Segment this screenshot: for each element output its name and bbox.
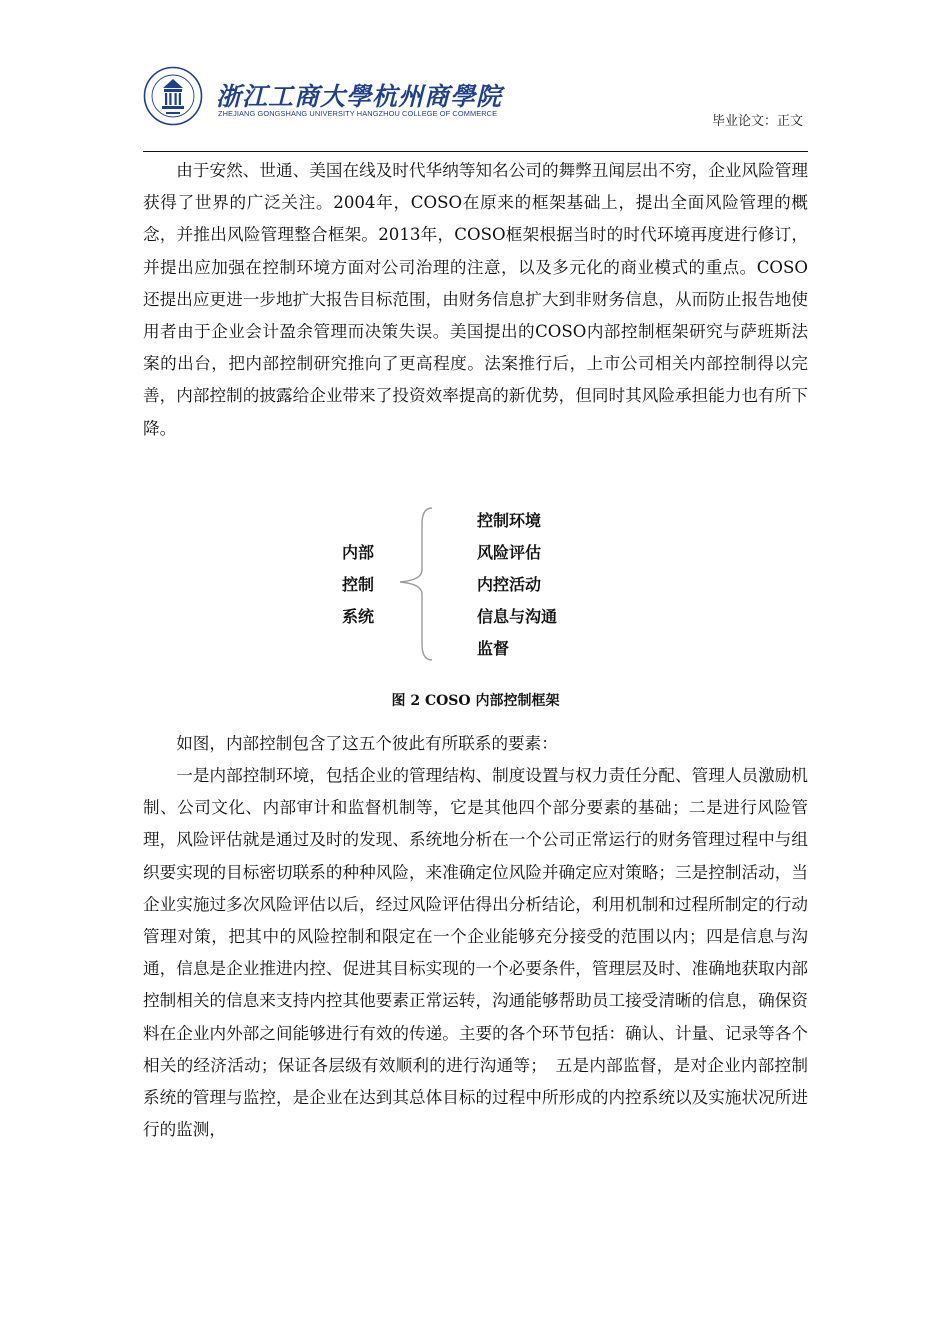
coso-framework-diagram xyxy=(320,500,620,670)
university-name-cn: 浙江工商大學杭州商學院 xyxy=(216,82,503,111)
diagram-item-4: 信息与沟通 xyxy=(477,607,558,626)
page-header xyxy=(143,66,808,150)
curly-brace-icon xyxy=(388,500,448,670)
diagram-item-3: 内控活动 xyxy=(477,575,542,594)
diagram-left-label-3: 系统 xyxy=(342,607,375,626)
diagram-item-5: 监督 xyxy=(477,639,510,658)
diagram-item-2: 风险评估 xyxy=(477,543,542,562)
diagram-left-label-1: 内部 xyxy=(342,543,375,562)
figure-caption: 图 2 COSO 内部控制框架 xyxy=(391,693,560,709)
body-paragraph-3: 一是内部控制环境，包括企业的管理结构、制度设置与权力责任分配、管理人员激励机制、公司文化、内部审计和监督机制等，它是其他四个部分要素的基础；二是进行风险管理，风险评估就是通过及时的发现、系统地分析在一个公司正常运行的财务管理过程中与组织要实现的目标密切联系的种种风险，来准确定位风险并确定应对策略；三是控制活动，当企业实施过多次风险评估以后，经过风险评估得出分析结论，利用机制和过程所制定的行动管理对策，把其中的风险控制和限定在一个企业能够充分接受的范围以内；四是信息与沟通，信息是企业推进内控、促进其目标实现的一个必要条件，管理层及时、准确地获取内部控制相关的信息来支持内控其他要素正常运转，沟通能够帮助员工接受清晰的信息，确保资料在企业内外部之间能够进行有效的传递。主要的各个环节包括：确认、计量、记录等各个相关的经济活动；保证各层级有效顺利的进行沟通等； 五是内部监督，是对企业内部控制系统的管理与监控，是企业在达到其总体目标的过程中所形成的内控系统以及实施状况所进行的监测， xyxy=(143,766,808,1140)
university-emblem-icon xyxy=(143,66,203,126)
university-name-en: ZHEJIANG GONGSHANG UNIVERSITY HANGZHOU COLLEGE OF COMMERCE xyxy=(218,109,498,118)
body-paragraph-1: 由于安然、世通、美国在线及时代华纳等知名公司的舞弊丑闻层出不穷，企业风险管理获得了世界的广泛关注。2004年，COSO在原来的框架基础上，提出全面风险管理的概念，并推出风险管理整合框架。2013年，COSO框架根据当时的时代环境再度进行修订，并提出应加强在控制环境方面对公司治理的注意，以及多元化的商业模式的重点。COSO 还提出应更进一步地扩大报告目标范围，由财务信息扩大到非财务信息，从而防止报告地使用者由于企业会计盈余管理而决策失误。美国提出的COSO内部控制框架研究与萨班斯法案的出台，把内部控制研究推向了更高程度。法案推行后，上市公司相关内部控制得以完善，内部控制的披露给企业带来了投资效率提高的新优势，但同时其风险承担能力也有所下降。 xyxy=(143,161,808,438)
body-paragraph-2: 如图，内部控制包含了这五个彼此有所联系的要素： xyxy=(176,734,558,753)
header-divider xyxy=(143,151,808,152)
diagram-item-1: 控制环境 xyxy=(477,511,542,530)
section-label: 毕业论文：正文 xyxy=(711,114,803,129)
diagram-left-label-2: 控制 xyxy=(342,575,375,594)
